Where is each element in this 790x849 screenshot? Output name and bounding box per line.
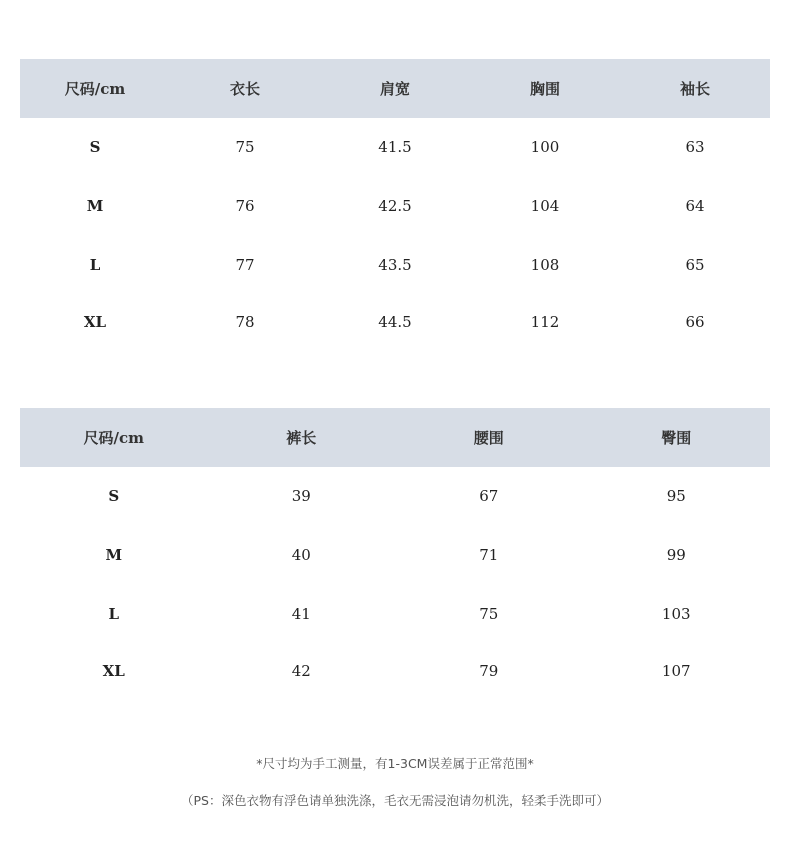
measurement-note: *尺寸均为手工测量，有1-3CM误差属于正常范围* (256, 756, 534, 771)
top-table-header (20, 59, 770, 118)
header-length: 衣长 (229, 80, 260, 98)
value-cell: 42.5 (378, 196, 412, 215)
header-sleeve: 袖长 (679, 80, 710, 98)
value-cell: 41 (291, 604, 311, 623)
value-cell: 67 (479, 486, 499, 505)
size-cell: M (86, 196, 104, 215)
top-size-table (20, 59, 770, 350)
size-cell: XL (102, 661, 125, 680)
value-cell: 66 (685, 312, 705, 331)
value-cell: 103 (661, 604, 691, 623)
table-row (20, 118, 770, 175)
value-cell: 75 (235, 137, 255, 156)
value-cell: 108 (530, 255, 560, 274)
header-pants-length: 裤长 (286, 429, 317, 447)
value-cell: 41.5 (378, 137, 412, 156)
table-row (20, 585, 770, 642)
bottom-size-table (20, 408, 770, 699)
care-instructions-note: （PS：深色衣物有浮色请单独洗涤，毛衣无需浸泡请勿机洗，轻柔手洗即可） (181, 793, 609, 808)
value-cell: 99 (666, 545, 686, 564)
value-cell: 64 (685, 196, 705, 215)
value-cell: 71 (479, 545, 499, 564)
table-row (20, 642, 770, 699)
value-cell: 65 (685, 255, 705, 274)
value-cell: 40 (291, 545, 311, 564)
value-cell: 75 (479, 604, 499, 623)
value-cell: 43.5 (378, 255, 412, 274)
value-cell: 42 (291, 661, 311, 680)
bottom-table-header (20, 408, 770, 467)
header-size: 尺码/cm (83, 429, 144, 447)
header-hip: 臀围 (661, 429, 692, 447)
header-chest: 胸围 (529, 80, 560, 98)
value-cell: 95 (666, 486, 686, 505)
header-shoulder: 肩宽 (379, 80, 410, 98)
value-cell: 76 (235, 196, 255, 215)
size-cell: M (105, 545, 123, 564)
table-row (20, 467, 770, 524)
table-row (20, 524, 770, 585)
value-cell: 39 (291, 486, 311, 505)
header-waist: 腰围 (473, 429, 504, 447)
value-cell: 78 (235, 312, 255, 331)
value-cell: 104 (530, 196, 560, 215)
value-cell: 100 (530, 137, 560, 156)
value-cell: 107 (661, 661, 691, 680)
value-cell: 77 (235, 255, 255, 274)
size-cell: S (108, 486, 120, 505)
size-cell: XL (83, 312, 107, 331)
value-cell: 79 (479, 661, 499, 680)
value-cell: 44.5 (378, 312, 412, 331)
table-row (20, 175, 770, 236)
size-cell: L (108, 604, 120, 623)
size-cell: L (89, 255, 101, 274)
value-cell: 63 (685, 137, 705, 156)
table-row (20, 236, 770, 293)
size-cell: S (89, 137, 101, 156)
table-row (20, 293, 770, 350)
value-cell: 112 (530, 312, 560, 331)
header-size: 尺码/cm (64, 80, 126, 98)
